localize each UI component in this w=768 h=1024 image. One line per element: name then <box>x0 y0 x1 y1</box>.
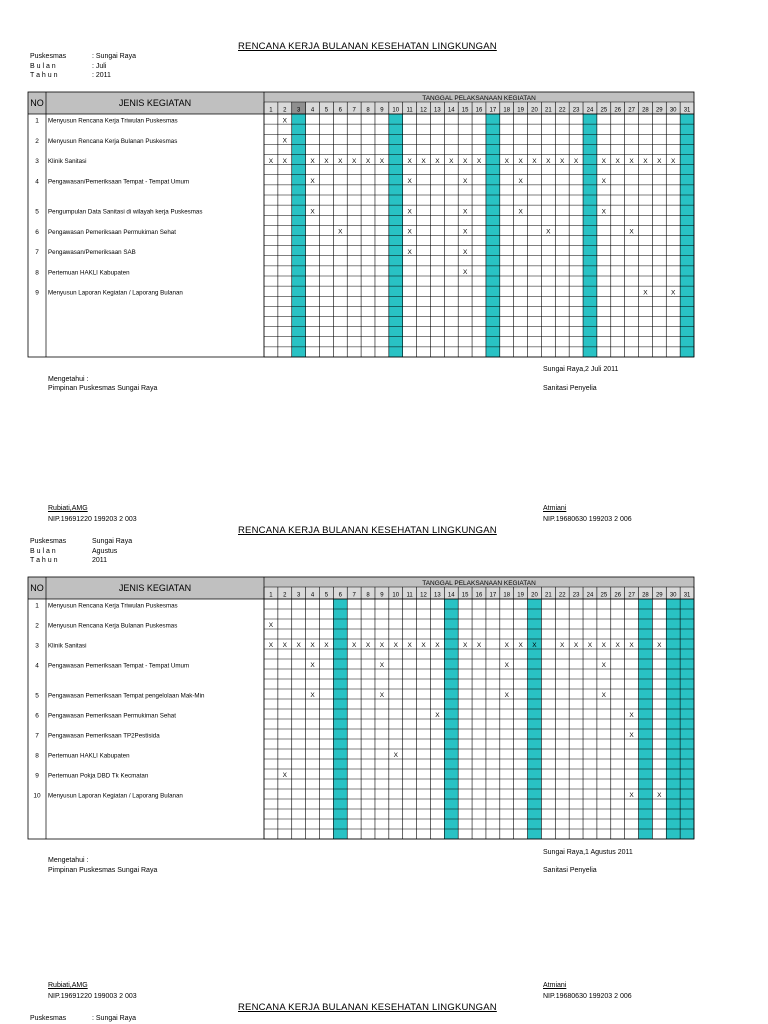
section2-right-signatory-nip: NIP.19680630 199203 2 006 <box>543 993 632 1000</box>
activity-name: Pertemuan Pokja DBD Tk Kecmatan <box>48 772 149 780</box>
schedule-mark: X <box>462 157 468 165</box>
schedule-mark: X <box>310 692 315 700</box>
section2-right-signatory-name: Atmiani <box>543 982 567 989</box>
activity-name: Pengawasan Pemeriksaan Tempat - Tempat Umum <box>48 662 190 670</box>
activity-number: 4 <box>35 662 39 670</box>
activity-number: 5 <box>35 208 39 216</box>
schedule-mark: X <box>407 208 412 216</box>
schedule-mark: X <box>573 157 579 165</box>
schedule-mark: X <box>462 178 468 186</box>
day-number: 6 <box>338 592 342 599</box>
schedule-mark: X <box>601 642 607 650</box>
section1-left-signatory-nip: NIP.19691220 199203 2 003 <box>48 516 137 523</box>
activity-number: 5 <box>35 692 39 700</box>
section3-header-info <box>30 1014 136 1024</box>
schedule-mark: X <box>435 642 440 650</box>
section1-right-signatory-nip: NIP.19680630 199203 2 006 <box>543 516 632 523</box>
day-number: 4 <box>310 107 315 114</box>
day-number: 13 <box>434 592 441 599</box>
day-number: 17 <box>489 107 497 114</box>
day-number: 26 <box>614 107 622 114</box>
day-number: 18 <box>503 592 511 599</box>
section1-place-date: Sungai Raya,2 Juli 2011 <box>543 366 619 373</box>
section2-title: RENCANA KERJA BULANAN KESEHATAN LINGKUNGAN <box>238 525 497 536</box>
day-number: 9 <box>380 592 384 599</box>
header-row-tahun: T a h u n 2011 <box>30 557 108 564</box>
schedule-mark: X <box>532 157 537 165</box>
day-number: 12 <box>420 107 427 114</box>
header-row-puskesmas: Puskesmas : Sungai Raya <box>30 53 136 60</box>
schedule-mark: X <box>462 208 468 216</box>
day-number: 16 <box>475 592 483 599</box>
day-number: 9 <box>380 107 384 114</box>
activity-number: 6 <box>35 228 39 236</box>
schedule-mark: X <box>310 208 315 216</box>
day-number: 19 <box>517 107 524 114</box>
schedule-mark: X <box>268 642 274 650</box>
day-number: 6 <box>338 107 342 114</box>
schedule-mark: X <box>407 157 412 165</box>
schedule-mark: X <box>282 772 287 780</box>
day-number: 10 <box>392 107 400 114</box>
schedule-mark: X <box>365 642 371 650</box>
schedule-mark: X <box>407 228 412 236</box>
schedule-mark: X <box>657 792 662 800</box>
schedule-mark: X <box>504 662 509 670</box>
activity-name: Menyusun Rencana Kerja Triwulan Puskesmas <box>48 117 178 125</box>
schedule-mark: X <box>629 712 634 720</box>
activity-number: 2 <box>35 622 39 630</box>
schedule-mark: X <box>504 692 509 700</box>
activity-name: Pertemuan HAKLI Kabupaten <box>48 752 130 760</box>
activity-number: 1 <box>35 602 39 610</box>
activity-name: Pengawasan Pemeriksaan Permukiman Sehat <box>48 712 176 720</box>
day-number: 3 <box>297 592 301 599</box>
schedule-mark: X <box>601 157 607 165</box>
day-number: 28 <box>642 592 649 599</box>
activity-name: Pengawasan Pemeriksaan TP2Pestisida <box>48 732 160 740</box>
day-number: 30 <box>669 592 677 599</box>
schedule-mark: X <box>310 157 315 165</box>
day-number: 2 <box>283 107 287 114</box>
day-number: 21 <box>545 107 552 114</box>
header-row-bulan: B u l a n Agustus <box>30 547 118 555</box>
day-number: 8 <box>366 592 370 599</box>
day-number: 27 <box>628 107 635 114</box>
schedule-mark: X <box>338 157 343 165</box>
schedule-mark: X <box>601 662 607 670</box>
schedule-mark: X <box>462 269 468 277</box>
activity-name: Menyusun Laporan Kegiatan / Laporang Bulanan <box>48 792 183 800</box>
section1-mengetahui: Mengetahui : <box>48 376 89 383</box>
day-number: 28 <box>642 107 649 114</box>
section2-mengetahui: Mengetahui : <box>48 857 89 864</box>
schedule-mark: X <box>282 157 287 165</box>
day-number: 1 <box>269 592 273 599</box>
section3-title: RENCANA KERJA BULANAN KESEHATAN LINGKUNGAN <box>238 1002 497 1013</box>
schedule-mark: X <box>407 642 412 650</box>
day-number: 23 <box>572 107 580 114</box>
schedule-mark: X <box>462 642 468 650</box>
activity-name: Menyusun Rencana Kerja Triwulan Puskesmas <box>48 602 178 610</box>
activity-number: 4 <box>35 178 39 186</box>
day-number: 25 <box>600 592 608 599</box>
day-number: 20 <box>531 107 538 114</box>
header-row-tahun: T a h u n : 2011 <box>30 72 111 79</box>
day-number: 2 <box>283 592 287 599</box>
col-header-dates: TANGGAL PELAKSANAAN KEGIATAN <box>422 580 536 587</box>
day-number: 30 <box>669 107 677 114</box>
schedule-mark: X <box>601 692 607 700</box>
schedule-mark: X <box>268 157 274 165</box>
col-header-activity: JENIS KEGIATAN <box>118 583 192 593</box>
day-number: 1 <box>269 107 273 114</box>
schedule-mark: X <box>379 157 385 165</box>
activity-name: Pengawasan/Pemeriksaan SAB <box>48 249 136 257</box>
section1-pimpinan: Pimpinan Puskesmas Sungai Raya <box>48 385 158 392</box>
schedule-mark: X <box>518 178 523 186</box>
schedule-mark: X <box>268 622 274 630</box>
activity-number: 8 <box>35 752 39 760</box>
section2-left-signatory-name: Rubiati,AMG <box>48 982 88 989</box>
schedule-mark: X <box>365 157 371 165</box>
section2-pimpinan: Pimpinan Puskesmas Sungai Raya <box>48 867 158 874</box>
schedule-mark: X <box>532 642 537 650</box>
activity-name: Pengawasan Pemeriksaan Permukiman Sehat <box>48 228 176 236</box>
activity-name: Menyusun Rencana Kerja Bulanan Puskesmas <box>48 137 178 145</box>
col-header-no: NO <box>30 98 44 108</box>
schedule-mark: X <box>643 289 648 297</box>
schedule-mark: X <box>351 642 357 650</box>
schedule-mark: X <box>393 642 398 650</box>
schedule-mark: X <box>560 157 565 165</box>
activity-number: 3 <box>35 158 39 166</box>
activity-name: Menyusun Laporan Kegiatan / Laporang Bulanan <box>48 289 183 297</box>
activity-name: Pertemuan HAKLI Kabupaten <box>48 269 130 277</box>
activity-name: Klinik Sanitasi <box>48 158 87 166</box>
schedule-mark: X <box>629 642 634 650</box>
day-number: 31 <box>683 592 691 599</box>
day-number: 14 <box>447 592 455 599</box>
schedule-mark: X <box>324 157 329 165</box>
schedule-mark: X <box>587 642 593 650</box>
day-number: 15 <box>461 107 469 114</box>
activity-number: 6 <box>35 712 39 720</box>
day-number: 20 <box>531 592 538 599</box>
header-row-puskesmas: Puskesmas Sungai Raya <box>30 538 133 545</box>
day-number: 31 <box>683 107 691 114</box>
activity-number: 8 <box>35 269 39 277</box>
activity-name: Pengumpulan Data Sanitasi di wilayah kerja Puskesmas <box>48 208 203 216</box>
activity-name: Pengawasan Pemeriksaan Tempat pengelolaan Mak-Min <box>48 692 205 700</box>
section1-role-right: Sanitasi Penyelia <box>543 385 597 392</box>
schedule-mark: X <box>282 137 287 145</box>
section2-left-signatory-nip: NIP.19691220 199003 2 003 <box>48 993 137 1000</box>
activity-number: 9 <box>35 772 39 780</box>
section1-right-signatory-name: Atmiani <box>543 505 567 512</box>
schedule-mark: X <box>615 642 620 650</box>
day-number: 11 <box>406 107 413 114</box>
schedule-mark: X <box>476 157 482 165</box>
schedule-mark: X <box>393 752 398 760</box>
col-header-no: NO <box>30 583 44 593</box>
section2-role-right: Sanitasi Penyelia <box>543 867 597 874</box>
activity-number: 10 <box>33 792 41 800</box>
day-number: 26 <box>614 592 622 599</box>
schedule-mark: X <box>310 178 315 186</box>
day-number: 13 <box>434 107 441 114</box>
schedule-mark: X <box>601 208 607 216</box>
day-number: 11 <box>406 592 413 599</box>
day-number: 19 <box>517 592 524 599</box>
activity-name: Pengawasan/Pemeriksaan Tempat - Tempat Umum <box>48 178 190 186</box>
col-header-dates: TANGGAL PELAKSANAAN KEGIATAN <box>422 95 536 102</box>
schedule-mark: X <box>573 642 579 650</box>
schedule-mark: X <box>546 157 551 165</box>
day-number: 5 <box>324 107 329 114</box>
day-number: 27 <box>628 592 635 599</box>
day-number: 17 <box>489 592 497 599</box>
schedule-mark: X <box>379 642 385 650</box>
schedule-mark: X <box>282 117 287 125</box>
day-number: 4 <box>310 592 315 599</box>
day-number: 7 <box>352 592 356 599</box>
day-number: 25 <box>600 107 608 114</box>
schedule-mark: X <box>518 157 523 165</box>
schedule-mark: X <box>407 178 412 186</box>
activity-number: 7 <box>35 732 39 740</box>
schedule-mark: X <box>449 157 454 165</box>
col-header-activity: JENIS KEGIATAN <box>118 98 192 108</box>
day-number: 22 <box>558 107 566 114</box>
day-number: 15 <box>461 592 469 599</box>
schedule-mark: X <box>643 157 648 165</box>
schedule-mark: X <box>629 732 634 740</box>
day-number: 24 <box>586 592 594 599</box>
schedule-mark: X <box>518 208 523 216</box>
day-number: 14 <box>447 107 455 114</box>
schedule-mark: X <box>338 228 343 236</box>
activity-number: 3 <box>35 642 39 650</box>
section2-place-date: Sungai Raya,1 Agustus 2011 <box>543 849 633 856</box>
schedule-mark: X <box>629 792 634 800</box>
activity-number: 9 <box>35 289 39 297</box>
schedule-mark: X <box>462 228 468 236</box>
schedule-mark: X <box>379 692 385 700</box>
header-row-bulan: B u l a n : Juli <box>30 62 107 70</box>
day-number: 21 <box>545 592 552 599</box>
day-number: 29 <box>655 592 663 599</box>
schedule-mark: X <box>421 157 426 165</box>
day-number: 3 <box>297 107 301 114</box>
day-number: 7 <box>352 107 356 114</box>
schedule-mark: X <box>518 642 523 650</box>
schedule-mark: X <box>504 642 509 650</box>
schedule-mark: X <box>282 642 287 650</box>
schedule-mark: X <box>657 157 662 165</box>
day-number: 5 <box>324 592 329 599</box>
day-number: 10 <box>392 592 400 599</box>
schedule-mark: X <box>407 248 412 256</box>
day-number: 8 <box>366 107 370 114</box>
day-number: 24 <box>586 107 594 114</box>
schedule-mark: X <box>657 642 662 650</box>
day-number: 18 <box>503 107 511 114</box>
schedule-mark: X <box>310 662 315 670</box>
header-row-puskesmas: Puskesmas : Sungai Raya <box>30 1015 136 1022</box>
schedule-mark: X <box>421 642 426 650</box>
activity-name: Menyusun Rencana Kerja Bulanan Puskesmas <box>48 622 178 630</box>
activity-number: 7 <box>35 249 39 257</box>
day-number: 16 <box>475 107 483 114</box>
schedule-mark: X <box>435 712 440 720</box>
schedule-mark: X <box>324 642 329 650</box>
day-number: 23 <box>572 592 580 599</box>
section1-left-signatory-name: Rubiati,AMG <box>48 505 88 512</box>
schedule-mark: X <box>310 642 315 650</box>
schedule-mark: X <box>560 642 565 650</box>
section1-title: RENCANA KERJA BULANAN KESEHATAN LINGKUNGAN <box>238 41 497 52</box>
schedule-mark: X <box>629 228 634 236</box>
day-number: 29 <box>655 107 663 114</box>
schedule-mark: X <box>629 157 634 165</box>
schedule-mark: X <box>476 642 482 650</box>
day-number: 12 <box>420 592 427 599</box>
day-number: 22 <box>558 592 566 599</box>
activity-name: Klinik Sanitasi <box>48 642 87 650</box>
schedule-mark: X <box>435 157 440 165</box>
activity-number: 1 <box>35 117 39 125</box>
activity-number: 2 <box>35 137 39 145</box>
schedule-mark: X <box>615 157 620 165</box>
schedule-mark: X <box>296 642 301 650</box>
schedule-mark: X <box>379 662 385 670</box>
schedule-mark: X <box>671 157 676 165</box>
schedule-mark: X <box>671 289 676 297</box>
schedule-mark: X <box>546 228 551 236</box>
schedule-mark: X <box>462 248 468 256</box>
schedule-mark: X <box>351 157 357 165</box>
schedule-mark: X <box>601 178 607 186</box>
schedule-mark: X <box>504 157 509 165</box>
